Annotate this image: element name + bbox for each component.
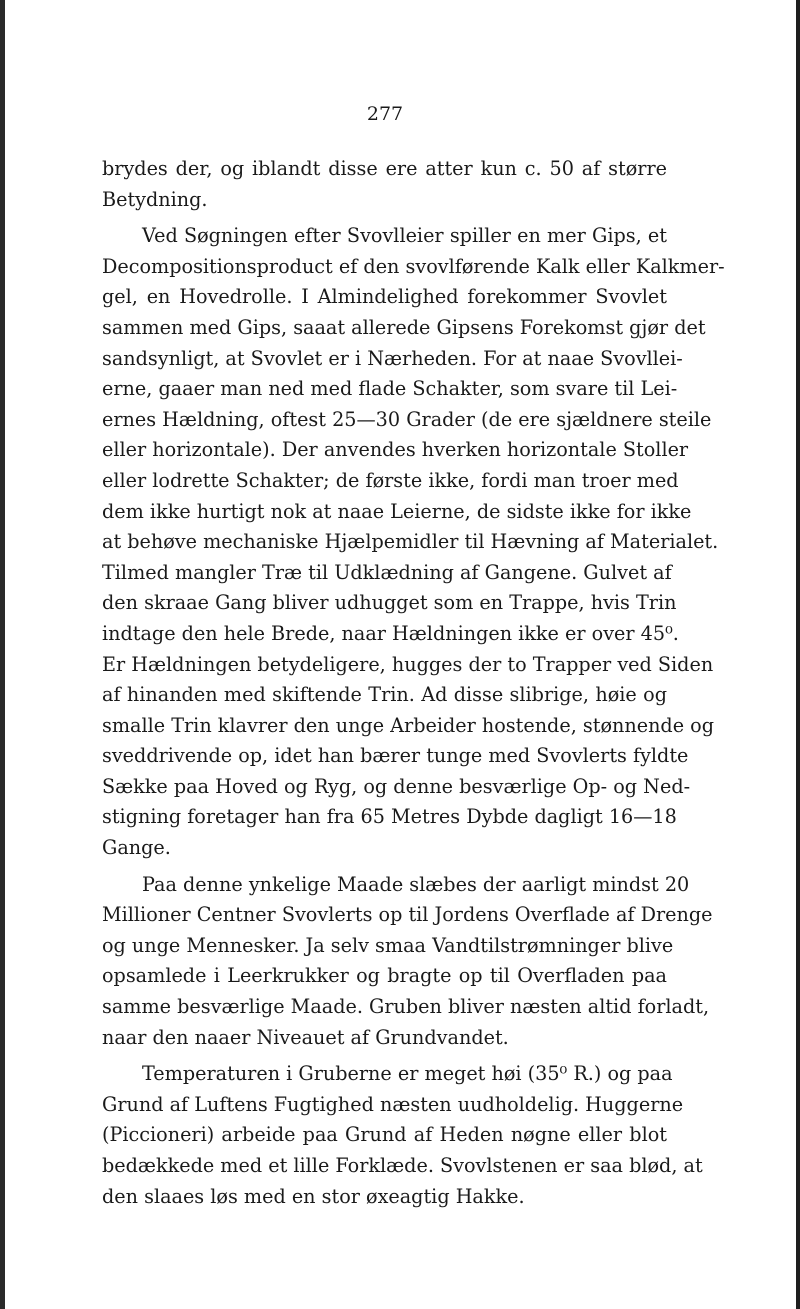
text-line: gel, en Hovedrolle. I Almindelighed forekommer Svovlet [102, 285, 667, 309]
body-text [102, 154, 725, 1212]
text-line: den skraae Gang bliver udhugget som en Trappe, hvis Trin [102, 591, 677, 615]
text-line: Paa denne ynkelige Maade slæbes der aarligt mindst 20 [142, 872, 690, 896]
text-line: stigning foretager han fra 65 Metres Dybde dagligt 16—18 [102, 805, 677, 829]
text-line: erne, gaaer man ned med flade Schakter, som svare til Lei- [102, 377, 678, 401]
text-line: eller lodrette Schakter; de første ikke, fordi man troer med [102, 468, 679, 492]
text-line: sammen med Gips, saaat allerede Gipsens Forekomst gjør det [102, 315, 706, 339]
text-line: dem ikke hurtigt nok at naae Leierne, de sidste ikke for ikke [102, 499, 692, 523]
text-line: sandsynligt, at Svovlet er i Nærheden. For at naae Svovllei- [102, 346, 683, 370]
text-line: at behøve mechaniske Hjælpemidler til Hævning af Materialet. [102, 530, 719, 554]
text-line: bedækkede med et lille Forklæde. Svovlstenen er saa blød, at [102, 1154, 703, 1177]
text-line: ernes Hældning, oftest 25—30 Grader (de ere sjældnere steile [102, 407, 712, 431]
text-line: af hinanden med skiftende Trin. Ad disse slibrige, høie og [102, 683, 667, 707]
text-line: opsamlede i Leerkrukker og bragte op til Overfladen paa [102, 964, 667, 988]
text-line: smalle Trin klavrer den unge Arbeider hostende, stønnende og [102, 713, 714, 737]
text-line: indtage den hele Brede, naar Hældningen ikke er over 45⁰. [102, 621, 679, 645]
text-line: Sække paa Hoved og Ryg, og denne besværlige Op- og Ned- [102, 774, 691, 798]
text-line: Betydning. [102, 187, 208, 211]
text-line: Temperaturen i Gruberne er meget høi (35⁰ R.) og paa [142, 1062, 673, 1086]
text-line: Decompositionsproduct ef den svovlførende Kalk eller Kalkmer- [102, 254, 725, 278]
text-line: samme besværlige Maade. Gruben bliver næsten altid forladt, [102, 995, 710, 1019]
text-line: Grund af Luftens Fugtighed næsten uudholdelig. Huggerne [102, 1092, 684, 1116]
text-line: Millioner Centner Svovlerts op til Jordens Overflade af Drenge [102, 903, 713, 927]
scan-edge-left [0, 0, 5, 1309]
text-line: sveddrivende op, idet han bærer tunge med Svovlerts fyldte [102, 744, 689, 768]
text-line: Gange. [102, 836, 171, 860]
text-line: Tilmed mangler Træ til Udklædning af Gangene. Gulvet af [102, 560, 672, 584]
text-line: og unge Mennesker. Ja selv smaa Vandtilstrømninger blive [102, 933, 674, 957]
paragraph-1 [102, 154, 667, 215]
text-line: den slaaes løs med en stor øxeagtig Hakke. [102, 1184, 525, 1208]
scan-edge-right [796, 0, 800, 1309]
paragraph-3 [102, 870, 713, 1054]
paragraph-4 [102, 1059, 703, 1212]
text-line: brydes der, og iblandt disse ere atter kun c. 50 af større [102, 157, 667, 180]
page-number: 277 [366, 103, 404, 125]
text-line: naar den naaer Niveauet af Grundvandet. [102, 1025, 509, 1049]
paragraph-2 [102, 221, 725, 863]
text-line: eller horizontale). Der anvendes hverken horizontale Stoller [102, 438, 689, 462]
text-line: Ved Søgningen efter Svovlleier spiller en mer Gips, et [142, 224, 667, 248]
text-line: (Piccioneri) arbeide paa Grund af Heden nøgne eller blot [102, 1123, 667, 1147]
text-line: Er Hældningen betydeligere, hugges der to Trapper ved Siden [102, 652, 714, 676]
